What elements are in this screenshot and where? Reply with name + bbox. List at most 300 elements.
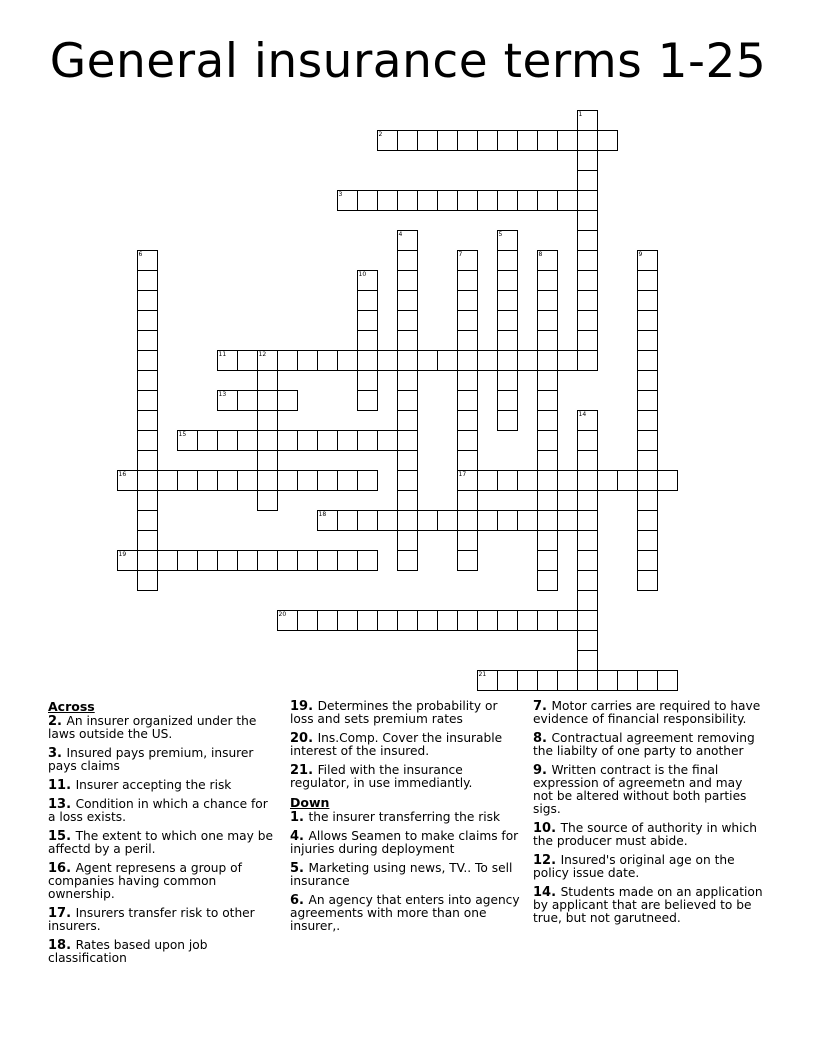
clue-number: 11. — [48, 778, 76, 793]
grid-cell[interactable] — [617, 670, 638, 691]
grid-cell[interactable] — [457, 330, 478, 351]
clue-number-label: 3 — [338, 190, 343, 198]
grid-cell[interactable] — [137, 310, 158, 331]
grid-cell[interactable] — [137, 350, 158, 371]
grid-cell[interactable] — [157, 550, 178, 571]
grid-cell[interactable] — [657, 670, 678, 691]
grid-cell[interactable] — [497, 410, 518, 431]
clue-number: 16. — [48, 861, 76, 876]
grid-cell[interactable] — [557, 470, 578, 491]
grid-cell[interactable] — [397, 350, 418, 371]
grid-cell[interactable] — [277, 390, 298, 411]
grid-cell[interactable] — [577, 230, 598, 251]
grid-cell[interactable] — [497, 130, 518, 151]
grid-cell[interactable] — [137, 290, 158, 311]
grid-cell[interactable] — [397, 310, 418, 331]
grid-cell[interactable] — [357, 350, 378, 371]
grid-cell[interactable] — [577, 130, 598, 151]
grid-cell[interactable] — [497, 290, 518, 311]
clue-number-label: 13 — [218, 390, 227, 398]
clue-item — [48, 907, 278, 933]
grid-cell[interactable] — [397, 550, 418, 571]
grid-cell[interactable] — [377, 190, 398, 211]
grid-cell[interactable] — [497, 610, 518, 631]
grid-cell[interactable] — [137, 510, 158, 531]
grid-cell[interactable] — [657, 470, 678, 491]
clue-number: 21. — [290, 763, 318, 778]
grid-cell[interactable] — [637, 390, 658, 411]
grid-cell[interactable] — [257, 550, 278, 571]
grid-cell[interactable] — [457, 130, 478, 151]
grid-cell[interactable] — [517, 190, 538, 211]
grid-cell[interactable] — [457, 410, 478, 431]
clue-number: 2. — [48, 714, 67, 729]
grid-cell[interactable] — [477, 670, 498, 691]
clue-number: 9. — [533, 763, 552, 778]
clue-number-label: 14 — [578, 410, 587, 418]
grid-cell[interactable] — [137, 450, 158, 471]
grid-cell[interactable] — [437, 130, 458, 151]
clue-item — [48, 798, 278, 824]
clue-number-label: 17 — [458, 470, 467, 478]
grid-cell[interactable] — [437, 350, 458, 371]
grid-cell[interactable] — [557, 350, 578, 371]
grid-cell[interactable] — [337, 350, 358, 371]
grid-cell[interactable] — [337, 430, 358, 451]
grid-cell[interactable] — [637, 430, 658, 451]
grid-cell[interactable] — [357, 390, 378, 411]
grid-cell[interactable] — [477, 130, 498, 151]
grid-cell[interactable] — [497, 350, 518, 371]
grid-cell[interactable] — [297, 430, 318, 451]
grid-cell[interactable] — [277, 550, 298, 571]
grid-cell[interactable] — [337, 510, 358, 531]
grid-cell[interactable] — [577, 210, 598, 231]
grid-cell[interactable] — [497, 250, 518, 271]
grid-cell[interactable] — [417, 610, 438, 631]
grid-cell[interactable] — [637, 450, 658, 471]
grid-cell[interactable] — [137, 570, 158, 591]
grid-cell[interactable] — [577, 490, 598, 511]
grid-cell[interactable] — [197, 470, 218, 491]
grid-cell[interactable] — [137, 410, 158, 431]
grid-cell[interactable] — [577, 430, 598, 451]
grid-cell[interactable] — [397, 230, 418, 251]
grid-cell[interactable] — [577, 190, 598, 211]
clue-number-label: 11 — [218, 350, 227, 358]
grid-cell[interactable] — [457, 530, 478, 551]
grid-cell[interactable] — [317, 430, 338, 451]
grid-cell[interactable] — [117, 550, 138, 571]
grid-cell[interactable] — [537, 610, 558, 631]
grid-cell[interactable] — [257, 490, 278, 511]
grid-cell[interactable] — [137, 490, 158, 511]
grid-cell[interactable] — [517, 610, 538, 631]
grid-cell[interactable] — [397, 490, 418, 511]
grid-cell[interactable] — [197, 550, 218, 571]
grid-cell[interactable] — [217, 350, 238, 371]
grid-cell[interactable] — [537, 490, 558, 511]
grid-cell[interactable] — [577, 470, 598, 491]
grid-cell[interactable] — [137, 530, 158, 551]
grid-cell[interactable] — [577, 610, 598, 631]
grid-cell[interactable] — [297, 350, 318, 371]
grid-cell[interactable] — [577, 510, 598, 531]
grid-cell[interactable] — [137, 270, 158, 291]
grid-cell[interactable] — [237, 430, 258, 451]
grid-cell[interactable] — [257, 350, 278, 371]
grid-cell[interactable] — [637, 670, 658, 691]
grid-cell[interactable] — [397, 290, 418, 311]
grid-cell[interactable] — [637, 270, 658, 291]
grid-cell[interactable] — [477, 470, 498, 491]
clue-number-label: 8 — [538, 250, 543, 258]
grid-cell[interactable] — [637, 530, 658, 551]
grid-cell[interactable] — [297, 550, 318, 571]
grid-cell[interactable] — [537, 570, 558, 591]
clue-number-label: 19 — [118, 550, 127, 558]
grid-cell[interactable] — [557, 510, 578, 531]
grid-cell[interactable] — [517, 670, 538, 691]
grid-cell[interactable] — [137, 550, 158, 571]
grid-cell[interactable] — [217, 550, 238, 571]
grid-cell[interactable] — [397, 470, 418, 491]
grid-cell[interactable] — [537, 390, 558, 411]
grid-cell[interactable] — [457, 190, 478, 211]
clue-number: 6. — [290, 893, 309, 908]
grid-cell[interactable] — [597, 130, 618, 151]
grid-cell[interactable] — [237, 350, 258, 371]
clue-text: Insured pays premium, insurer pays claims — [48, 746, 254, 773]
grid-cell[interactable] — [277, 470, 298, 491]
grid-cell[interactable] — [297, 610, 318, 631]
grid-cell[interactable] — [457, 510, 478, 531]
grid-cell[interactable] — [357, 270, 378, 291]
grid-cell[interactable] — [597, 470, 618, 491]
grid-cell[interactable] — [397, 270, 418, 291]
grid-cell[interactable] — [597, 670, 618, 691]
grid-cell[interactable] — [237, 550, 258, 571]
grid-cell[interactable] — [457, 430, 478, 451]
grid-cell[interactable] — [297, 470, 318, 491]
grid-cell[interactable] — [137, 250, 158, 271]
clue-text: Rates based upon job classification — [48, 938, 208, 965]
grid-cell[interactable] — [457, 270, 478, 291]
grid-cell[interactable] — [437, 190, 458, 211]
grid-cell[interactable] — [137, 430, 158, 451]
grid-cell[interactable] — [497, 230, 518, 251]
grid-cell[interactable] — [537, 510, 558, 531]
grid-cell[interactable] — [577, 350, 598, 371]
grid-cell[interactable] — [637, 550, 658, 571]
grid-cell[interactable] — [397, 410, 418, 431]
grid-cell[interactable] — [337, 610, 358, 631]
grid-cell[interactable] — [197, 430, 218, 451]
grid-cell[interactable] — [377, 430, 398, 451]
grid-cell[interactable] — [357, 290, 378, 311]
grid-cell[interactable] — [537, 370, 558, 391]
grid-cell[interactable] — [497, 670, 518, 691]
grid-cell[interactable] — [217, 470, 238, 491]
clue-text: Filed with the insurance regulator, in use immediantly. — [290, 763, 473, 790]
grid-cell[interactable] — [537, 190, 558, 211]
grid-cell[interactable] — [157, 470, 178, 491]
grid-cell[interactable] — [317, 610, 338, 631]
grid-cell[interactable] — [137, 330, 158, 351]
grid-cell[interactable] — [637, 250, 658, 271]
grid-cell[interactable] — [517, 130, 538, 151]
grid-cell[interactable] — [177, 550, 198, 571]
clue-item — [48, 779, 278, 792]
grid-cell[interactable] — [137, 470, 158, 491]
grid-cell[interactable] — [577, 670, 598, 691]
grid-cell[interactable] — [577, 150, 598, 171]
grid-cell[interactable] — [537, 530, 558, 551]
grid-cell[interactable] — [617, 470, 638, 491]
grid-cell[interactable] — [397, 450, 418, 471]
grid-cell[interactable] — [317, 470, 338, 491]
clue-number-label: 4 — [398, 230, 403, 238]
grid-cell[interactable] — [397, 130, 418, 151]
grid-cell[interactable] — [577, 450, 598, 471]
grid-cell[interactable] — [257, 370, 278, 391]
grid-cell[interactable] — [577, 630, 598, 651]
grid-cell[interactable] — [257, 410, 278, 431]
clue-number: 18. — [48, 938, 76, 953]
grid-cell[interactable] — [337, 190, 358, 211]
grid-cell[interactable] — [637, 310, 658, 331]
grid-cell[interactable] — [637, 410, 658, 431]
grid-cell[interactable] — [577, 650, 598, 671]
grid-cell[interactable] — [557, 190, 578, 211]
clue-text: Marketing using news, TV.. To sell insurance — [290, 861, 513, 888]
grid-cell[interactable] — [317, 550, 338, 571]
grid-cell[interactable] — [517, 470, 538, 491]
grid-cell[interactable] — [497, 310, 518, 331]
grid-cell[interactable] — [337, 550, 358, 571]
clue-number: 13. — [48, 797, 76, 812]
clue-number-label: 10 — [358, 270, 367, 278]
grid-cell[interactable] — [537, 470, 558, 491]
grid-cell[interactable] — [497, 330, 518, 351]
grid-cell[interactable] — [457, 350, 478, 371]
clue-number: 19. — [290, 699, 318, 714]
grid-cell[interactable] — [637, 330, 658, 351]
clue-number-label: 1 — [578, 110, 583, 118]
clue-number: 17. — [48, 906, 76, 921]
grid-cell[interactable] — [577, 550, 598, 571]
grid-cell[interactable] — [577, 570, 598, 591]
grid-cell[interactable] — [397, 330, 418, 351]
grid-cell[interactable] — [277, 350, 298, 371]
grid-cell[interactable] — [477, 510, 498, 531]
grid-cell[interactable] — [417, 130, 438, 151]
grid-cell[interactable] — [637, 570, 658, 591]
grid-cell[interactable] — [457, 250, 478, 271]
grid-cell[interactable] — [397, 370, 418, 391]
grid-cell[interactable] — [437, 510, 458, 531]
grid-cell[interactable] — [637, 510, 658, 531]
grid-cell[interactable] — [377, 350, 398, 371]
grid-cell[interactable] — [477, 350, 498, 371]
grid-cell[interactable] — [397, 190, 418, 211]
grid-cell[interactable] — [457, 550, 478, 571]
grid-cell[interactable] — [517, 350, 538, 371]
grid-cell[interactable] — [577, 270, 598, 291]
grid-cell[interactable] — [637, 350, 658, 371]
clue-number: 15. — [48, 829, 76, 844]
clue-number: 3. — [48, 746, 67, 761]
clue-item — [290, 862, 520, 888]
grid-cell[interactable] — [377, 610, 398, 631]
clue-number: 20. — [290, 731, 318, 746]
grid-cell[interactable] — [537, 310, 558, 331]
grid-cell[interactable] — [137, 390, 158, 411]
grid-cell[interactable] — [577, 330, 598, 351]
grid-cell[interactable] — [257, 390, 278, 411]
grid-cell[interactable] — [477, 190, 498, 211]
grid-cell[interactable] — [497, 510, 518, 531]
clue-number: 5. — [290, 861, 309, 876]
grid-cell[interactable] — [457, 310, 478, 331]
grid-cell[interactable] — [357, 470, 378, 491]
grid-cell[interactable] — [537, 350, 558, 371]
grid-cell[interactable] — [177, 430, 198, 451]
clue-text: The source of authority in which the producer must abide. — [533, 821, 757, 848]
grid-cell[interactable] — [537, 450, 558, 471]
grid-cell[interactable] — [257, 430, 278, 451]
grid-cell[interactable] — [397, 530, 418, 551]
puzzle-title: General insurance terms 1-25 — [49, 34, 767, 89]
clue-number-label: 5 — [498, 230, 503, 238]
grid-cell[interactable] — [577, 170, 598, 191]
grid-cell[interactable] — [577, 310, 598, 331]
clue-item — [48, 862, 278, 901]
grid-cell[interactable] — [537, 250, 558, 271]
grid-cell[interactable] — [537, 130, 558, 151]
grid-cell[interactable] — [357, 370, 378, 391]
grid-cell[interactable] — [417, 510, 438, 531]
grid-cell[interactable] — [277, 430, 298, 451]
grid-cell[interactable] — [477, 610, 498, 631]
clue-number-label: 20 — [278, 610, 287, 618]
grid-cell[interactable] — [537, 410, 558, 431]
clue-text: Agent represens a group of companies having common ownership. — [48, 861, 242, 901]
grid-cell[interactable] — [637, 290, 658, 311]
grid-cell[interactable] — [537, 290, 558, 311]
grid-cell[interactable] — [537, 670, 558, 691]
grid-cell[interactable] — [357, 510, 378, 531]
grid-cell[interactable] — [357, 430, 378, 451]
grid-cell[interactable] — [557, 130, 578, 151]
grid-cell[interactable] — [577, 250, 598, 271]
clue-text: Motor carries are required to have evidence of financial responsibility. — [533, 699, 761, 726]
grid-cell[interactable] — [497, 390, 518, 411]
grid-cell[interactable] — [497, 190, 518, 211]
grid-cell[interactable] — [217, 390, 238, 411]
grid-cell[interactable] — [457, 390, 478, 411]
grid-cell[interactable] — [457, 370, 478, 391]
grid-cell[interactable] — [337, 470, 358, 491]
grid-cell[interactable] — [257, 450, 278, 471]
grid-cell[interactable] — [377, 510, 398, 531]
grid-cell[interactable] — [217, 430, 238, 451]
grid-cell[interactable] — [577, 110, 598, 131]
grid-cell[interactable] — [397, 390, 418, 411]
clue-item — [290, 764, 520, 790]
grid-cell[interactable] — [517, 510, 538, 531]
grid-cell[interactable] — [317, 350, 338, 371]
clue-text: Students made on an application by applicant that are believed to be true, but not garutneed. — [533, 885, 763, 925]
clue-item — [533, 822, 763, 848]
grid-cell[interactable] — [537, 550, 558, 571]
clue-number: 1. — [290, 810, 309, 825]
grid-cell[interactable] — [577, 290, 598, 311]
clue-text: Contractual agreement removing the liabilty of one party to another — [533, 731, 755, 758]
grid-cell[interactable] — [457, 470, 478, 491]
grid-cell[interactable] — [557, 610, 578, 631]
grid-cell[interactable] — [437, 610, 458, 631]
grid-cell[interactable] — [457, 610, 478, 631]
clue-text: The extent to which one may be affectd by a peril. — [48, 829, 273, 856]
clue-text: Condition in which a chance for a loss exists. — [48, 797, 268, 824]
grid-cell[interactable] — [397, 430, 418, 451]
grid-cell[interactable] — [357, 190, 378, 211]
grid-cell[interactable] — [357, 550, 378, 571]
grid-cell[interactable] — [537, 430, 558, 451]
grid-cell[interactable] — [557, 670, 578, 691]
clue-text: Insurers transfer risk to other insurers. — [48, 906, 255, 933]
clue-number: 8. — [533, 731, 552, 746]
grid-cell[interactable] — [497, 270, 518, 291]
grid-cell[interactable] — [497, 370, 518, 391]
grid-cell[interactable] — [237, 390, 258, 411]
grid-cell[interactable] — [277, 610, 298, 631]
grid-cell[interactable] — [577, 410, 598, 431]
grid-cell[interactable] — [357, 610, 378, 631]
clue-number: 14. — [533, 885, 561, 900]
grid-cell[interactable] — [537, 270, 558, 291]
clue-heading: Across — [48, 699, 95, 714]
grid-cell[interactable] — [417, 190, 438, 211]
grid-cell[interactable] — [637, 490, 658, 511]
grid-cell[interactable] — [397, 250, 418, 271]
grid-cell[interactable] — [457, 490, 478, 511]
grid-cell[interactable] — [177, 470, 198, 491]
grid-cell[interactable] — [377, 130, 398, 151]
grid-cell[interactable] — [397, 510, 418, 531]
clue-text: An insurer organized under the laws outside the US. — [48, 714, 257, 741]
grid-cell[interactable] — [357, 330, 378, 351]
grid-cell[interactable] — [497, 470, 518, 491]
grid-cell[interactable] — [397, 610, 418, 631]
grid-cell[interactable] — [637, 370, 658, 391]
clue-number-label: 12 — [258, 350, 267, 358]
grid-cell[interactable] — [357, 310, 378, 331]
grid-cell[interactable] — [457, 290, 478, 311]
grid-cell[interactable] — [457, 450, 478, 471]
grid-cell[interactable] — [417, 350, 438, 371]
grid-cell[interactable] — [577, 530, 598, 551]
grid-cell[interactable] — [117, 470, 138, 491]
grid-cell[interactable] — [577, 590, 598, 611]
grid-cell[interactable] — [637, 470, 658, 491]
grid-cell[interactable] — [137, 370, 158, 391]
grid-cell[interactable] — [237, 470, 258, 491]
grid-cell[interactable] — [317, 510, 338, 531]
grid-cell[interactable] — [257, 470, 278, 491]
grid-cell[interactable] — [537, 330, 558, 351]
